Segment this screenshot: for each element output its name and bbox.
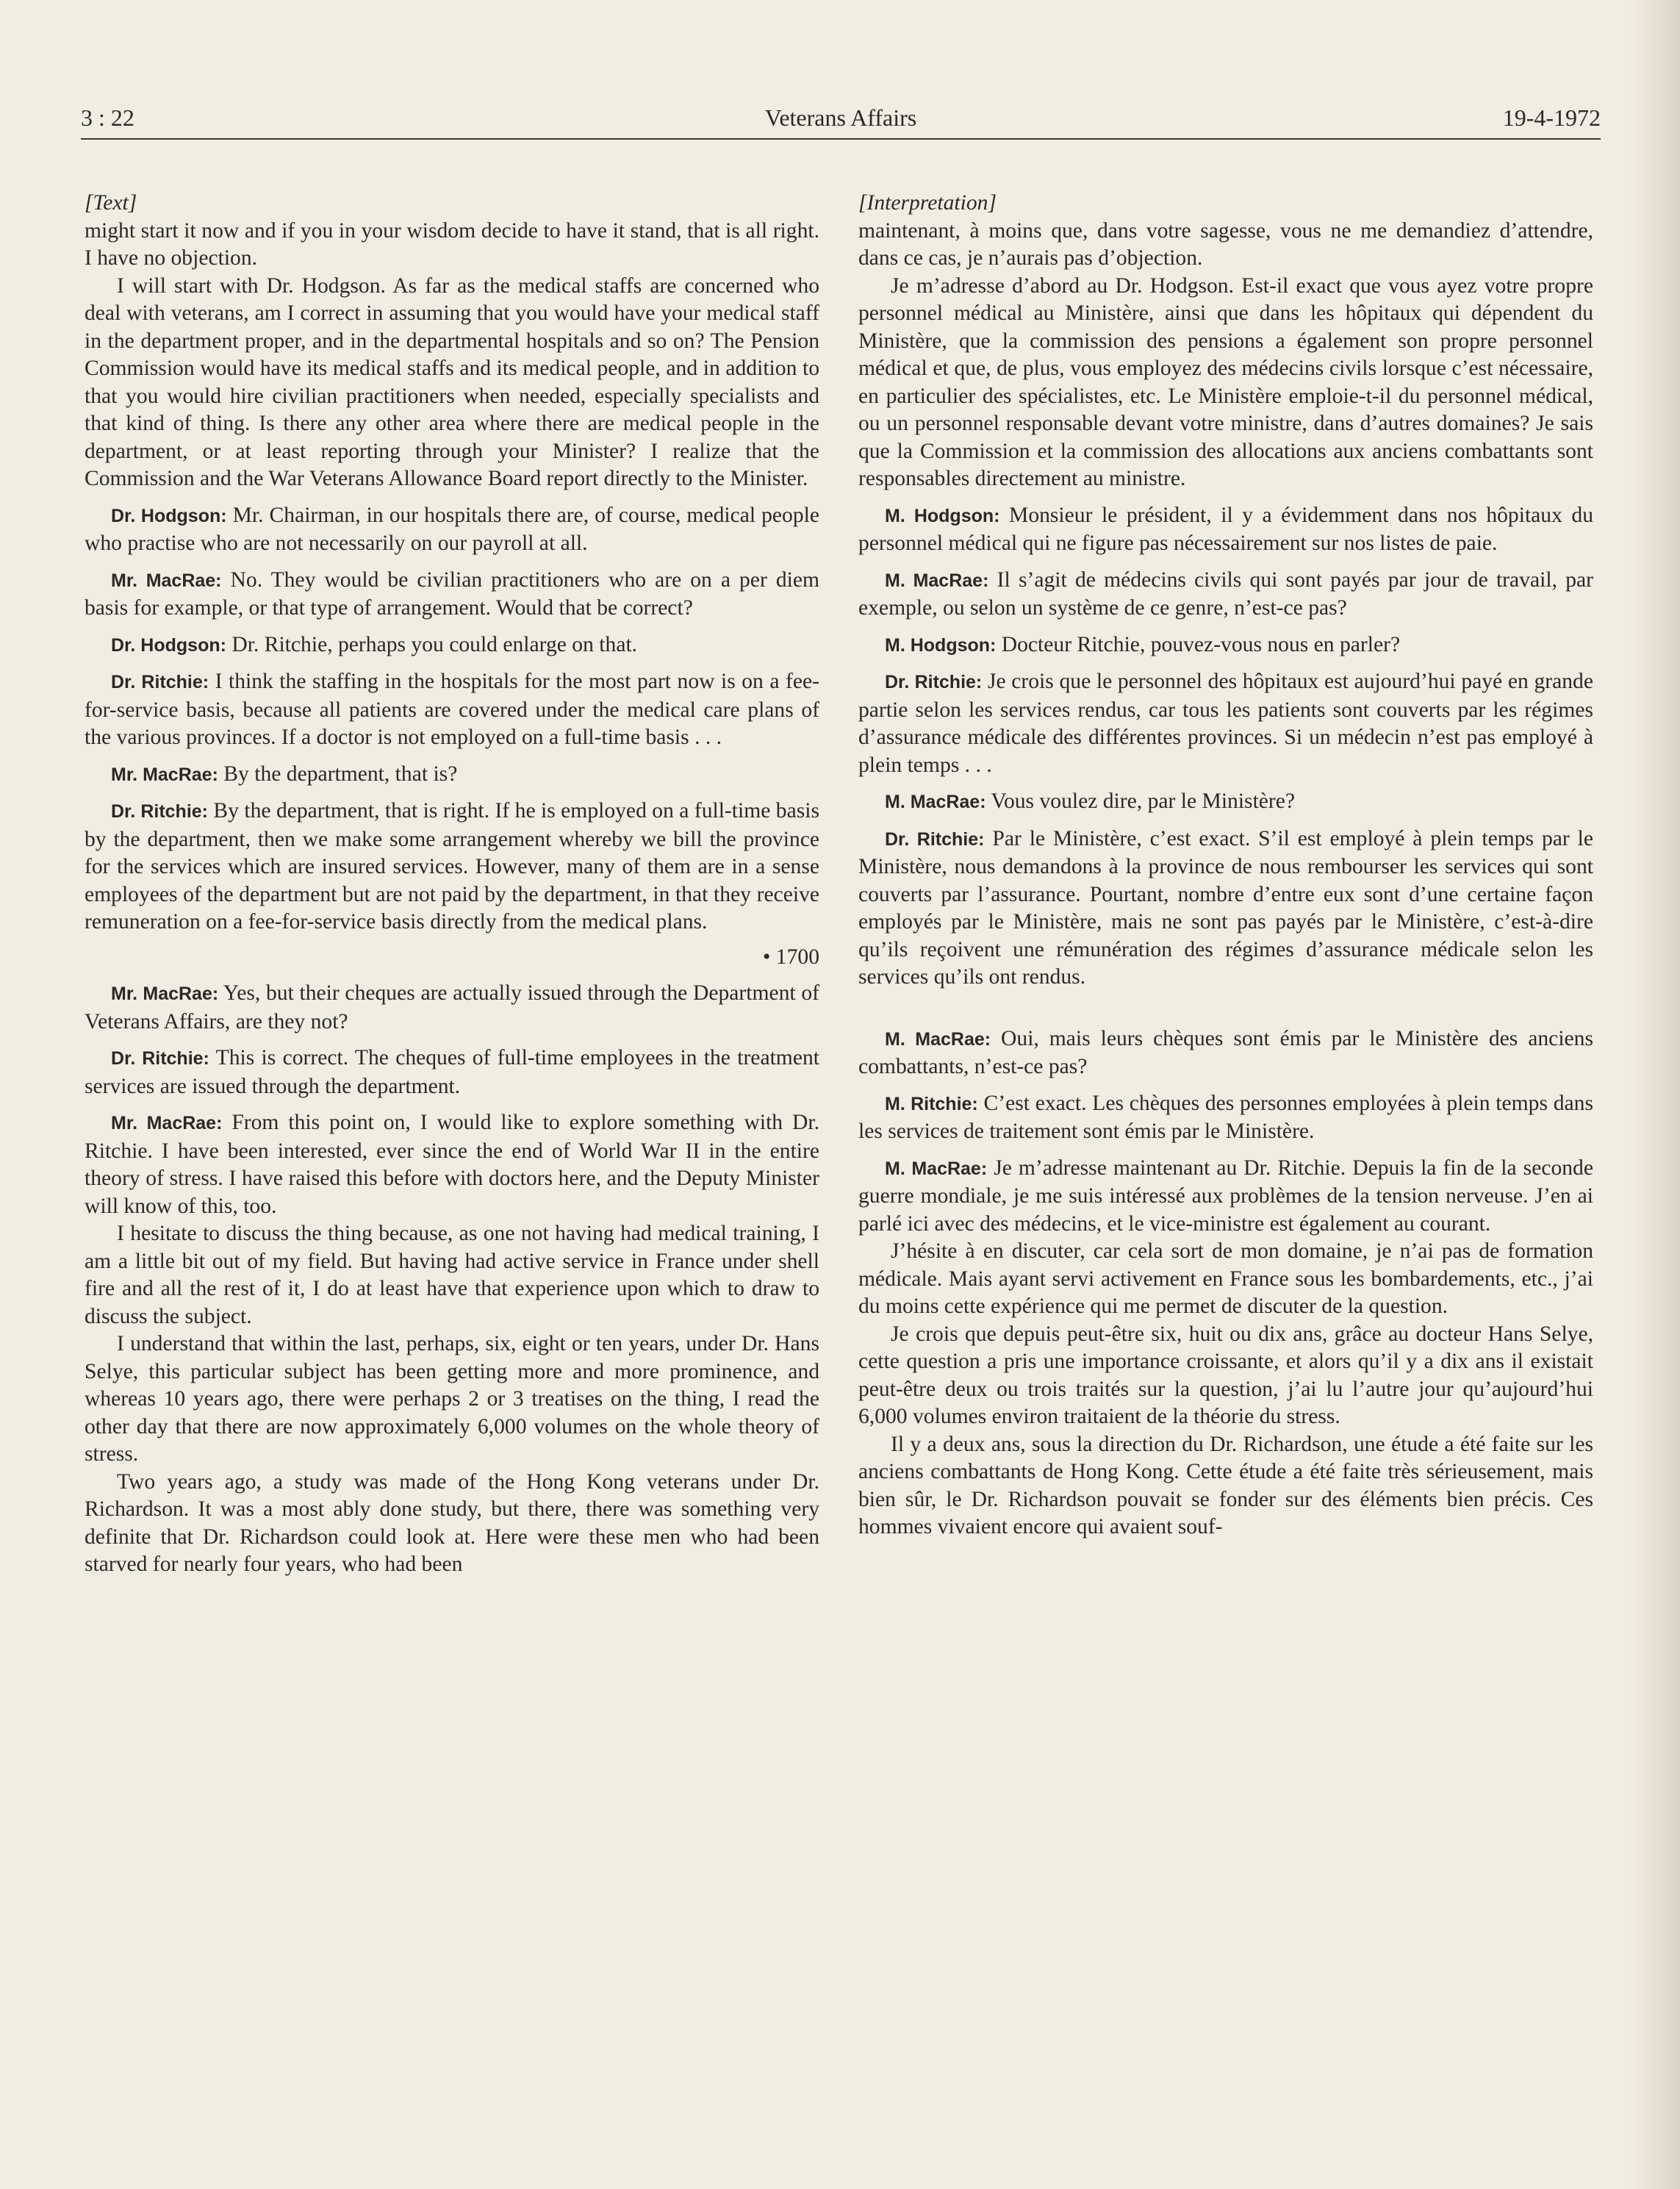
speech-text: By the department, that is? xyxy=(218,762,458,786)
speech-text: Docteur Ritchie, pouvez-vous nous en parler? xyxy=(996,632,1401,656)
speech xyxy=(858,567,1593,623)
paragraph: maintenant, à moins que, dans votre sagesse, vous ne me demandiez d’attendre, dans ce cas, je n’aurais pas d’objection. xyxy=(858,218,1593,270)
speech xyxy=(858,631,1593,660)
paragraph: Je m’adresse d’abord au Dr. Hodgson. Est-il exact que vous ayez votre propre personnel médical au Ministère, ainsi que dans les hôpitaux qui dépendent du Ministère, que la commission des pensions a également son propre personnel médical et que, de plus, vous employez des médecins civils lorsque c’est nécessaire, en particulier des spécialistes, etc. Le Ministère emploie-t-il du personnel médical, ou un personnel responsable devant votre ministre, dans d’autres domaines? Je sais que la Commission et la commission des allocations aux anciens combattants sont responsables directement au ministre. xyxy=(858,273,1593,490)
paragraph: Je crois que depuis peut-être six, huit ou dix ans, grâce au docteur Hans Selye, cette question a pris une importance croissante, et alors qu’il y a dix ans il existait peut-être deux ou trois traités sur la question, j’ai lu l’autre jour qu’aujourd’hui 6,000 volumes environ traitaient de la théorie du stress. xyxy=(858,1322,1593,1428)
speech-text: C’est exact. Les chèques des personnes employées à plein temps dans les services de traitement sont émis par le Ministère. xyxy=(858,1091,1593,1143)
paragraph: Two years ago, a study was made of the Hong Kong veterans under Dr. Richardson. It was a most ably done study, but there, there was something very definite that Dr. Richardson could look at. Here were these men who had been starved for nearly four years, who had been xyxy=(85,1469,819,1576)
speech-text: Yes, but their cheques are actually issued through the Department of Veterans Affairs, are they not? xyxy=(85,981,820,1033)
speaker-name: Dr. Hodgson: xyxy=(111,634,226,656)
speaker-name: M. Hodgson: xyxy=(885,505,1000,526)
speech xyxy=(85,502,819,558)
running-header xyxy=(81,101,1601,140)
speech-text: Mr. Chairman, in our hospitals there are, of course, medical people who practise who are not necessarily on our payroll at all. xyxy=(85,503,820,555)
speech-text: Je crois que le personnel des hôpitaux est aujourd’hui payé en grande partie selon les services rendus, car tous les patients sont couverts par les régimes d’assurance médicale des différentes provinces. Si un médecin n’est pas employé à plein temps . . . xyxy=(858,670,1593,777)
page-number: 3 : 22 xyxy=(81,104,134,131)
speech xyxy=(858,1090,1593,1146)
speech-text: From this point on, I would like to explore something with Dr. Ritchie. I have been interested, ever since the end of World War II in the entire theory of stress. I have raised this before with doctors here, and the Deputy Minister will know of this, too. xyxy=(85,1111,819,1218)
speech-text: This is correct. The cheques of full-time employees in the treatment services are issued through the department. xyxy=(85,1046,819,1098)
speech xyxy=(85,798,819,936)
french-column xyxy=(858,190,1593,1541)
speech xyxy=(858,1155,1593,1239)
speaker-name: M. MacRae: xyxy=(885,792,986,812)
page-edge-shadow xyxy=(1629,0,1680,2189)
speaker-name: Mr. MacRae: xyxy=(111,984,219,1004)
speech xyxy=(85,980,819,1036)
speech-text: No. They would be civilian practitioners who are on a per diem basis for example, or that type of arrangement. Would that be correct? xyxy=(85,567,819,620)
speaker-name: M. MacRae: xyxy=(885,570,989,591)
speech-text: I think the staffing in the hospitals for the most part now is on a fee-for-service basis, because all patients are covered under the medical care plans of the various provinces. If a doctor is not employed on a full-time basis . . . xyxy=(85,670,819,749)
speaker-name: Dr. Hodgson: xyxy=(111,505,227,526)
speech-text: Dr. Ritchie, perhaps you could enlarge on that. xyxy=(226,632,638,656)
speech xyxy=(85,1045,819,1100)
column-label: [Text] xyxy=(85,191,137,215)
paragraph: J’hésite à en discuter, car cela sort de mon domaine, je n’ai pas de formation médicale. Mais ayant servi activement en France sous les bombardements, etc., j’ai du moins cette expérience qui me permet de discuter de la question. xyxy=(858,1239,1593,1318)
paragraph: I hesitate to discuss the thing because, as one not having had medical training, I am a little bit out of my field. But having had active service in France under shell fire and all the rest of it, I do at least have that experience upon which to draw to discuss the subject. xyxy=(85,1222,819,1328)
speech xyxy=(85,567,819,623)
speaker-name: M. MacRae: xyxy=(885,1158,988,1179)
speech xyxy=(858,668,1593,779)
paragraph: I will start with Dr. Hodgson. As far as the medical staffs are concerned who deal with veterans, am I correct in assuming that you would have your medical staff in the department proper, and in the departmental hospitals and so on? The Pension Commission would have its medical staffs and its medical people, and in addition to that you would hire civilian practitioners when needed, especially specialists and that kind of thing. Is there any other area where there are medical people in the department, or at least reporting through your Minister? I realize that the Commission and the War Veterans Allowance Board report directly to the Minister. xyxy=(85,273,819,490)
speech-text: Vous voulez dire, par le Ministère? xyxy=(986,789,1296,813)
speaker-name: Mr. MacRae: xyxy=(111,1113,223,1133)
english-column xyxy=(85,190,819,1579)
paragraph: might start it now and if you in your wisdom decide to have it stand, that is all right. I have no objection. xyxy=(85,218,819,270)
speech-text: Monsieur le président, il y a évidemment dans nos hôpitaux du personnel médical qui ne figure pas nécessairement sur nos listes de paie. xyxy=(858,503,1594,555)
speaker-name: Mr. MacRae: xyxy=(111,570,222,591)
header-title: Veterans Affairs xyxy=(764,104,917,131)
speaker-name: Dr. Ritchie: xyxy=(111,672,209,692)
paragraph: I understand that within the last, perhaps, six, eight or ten years, under Dr. Hans Selye, this particular subject has been getting more and more prominence, and whereas 10 years ago, there were perhaps 2 or 3 treatises on the thing, I read the other day that there are now approximately 6,000 volumes on the whole theory of stress. xyxy=(85,1332,819,1466)
speaker-name: M. Ritchie: xyxy=(885,1093,978,1114)
speech-text: Je m’adresse maintenant au Dr. Ritchie. Depuis la fin de la seconde guerre mondiale, je me suis intéressé aux problèmes de la tension nerveuse. J’en ai parlé ici avec des médecins, et le vice-ministre est également au courant. xyxy=(858,1156,1593,1236)
speech xyxy=(85,761,819,789)
speech xyxy=(85,1109,819,1220)
column-label: [Interpretation] xyxy=(858,191,997,215)
time-marker: • 1700 xyxy=(763,945,819,969)
speaker-name: Dr. Ritchie: xyxy=(111,801,208,822)
spacer xyxy=(858,992,1593,1017)
speech xyxy=(858,1025,1593,1081)
speech-text: Oui, mais leurs chèques sont émis par le Ministère des anciens combattants, n’est-ce pas? xyxy=(858,1026,1593,1078)
speech-text: Il s’agit de médecins civils qui sont payés par jour de travail, par exemple, ou selon un système de ce genre, n’est-ce pas? xyxy=(858,567,1593,620)
speaker-name: Dr. Ritchie: xyxy=(885,672,983,692)
speech xyxy=(85,668,819,752)
speech xyxy=(858,788,1593,817)
speech-text: Par le Ministère, c’est exact. S’il est employé à plein temps par le Ministère, nous demandons à la province de nous rembourser les services qui sont couverts par l’assurance. Pourtant, nombre d’entre eux sont d’une certaine façon employés par le Ministère, mais ne sont pas payés par le Ministère, c’est-à-dire qu’ils reçoivent une rémunération des régimes d’assurance médicale selon les services qu’ils ont rendus. xyxy=(858,826,1593,989)
speaker-name: Dr. Ritchie: xyxy=(111,1048,209,1069)
speech-text: By the department, that is right. If he is employed on a full-time basis by the department, then we make some arrangement whereby we bill the province for the services which are insured services. However, many of them are in a sense employees of the department but are not paid by the department, in that they receive remuneration on a fee-for-service basis directly from the medical plans. xyxy=(85,799,819,934)
speaker-name: M. MacRae: xyxy=(885,1028,991,1050)
speech xyxy=(858,825,1593,992)
speech xyxy=(858,502,1593,558)
speaker-name: Dr. Ritchie: xyxy=(885,828,985,850)
header-date: 19-4-1972 xyxy=(1502,104,1601,131)
speaker-name: Mr. MacRae: xyxy=(111,764,218,785)
speaker-name: M. Hodgson: xyxy=(885,634,997,656)
paragraph: Il y a deux ans, sous la direction du Dr. Richardson, une étude a été faite sur les anciens combattants de Hong Kong. Cette étude a été faite très sérieusement, mais bien sûr, le Dr. Richardson pouvait se fonder sur des éléments bien précis. Ces hommes vivaient encore qui avaient souf- xyxy=(858,1432,1593,1538)
speech xyxy=(85,631,819,660)
